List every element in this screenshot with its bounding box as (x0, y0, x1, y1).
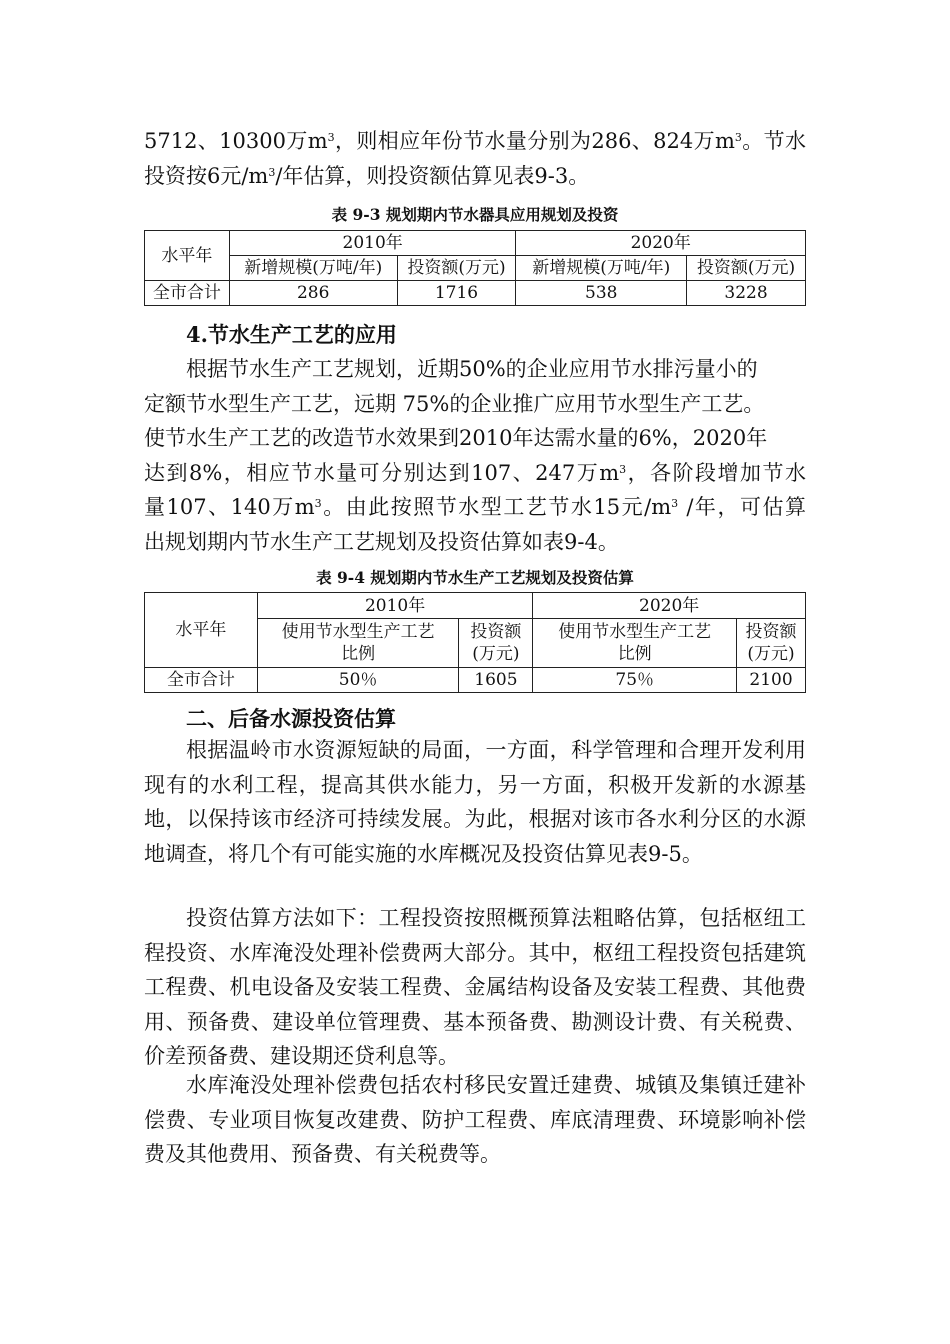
col-ratio-2020: 使用节水型生产工艺 比例 (533, 619, 737, 668)
row-header-cell: 水平年 (145, 231, 230, 281)
row-label: 全市合计 (145, 281, 230, 306)
intro-line-2: 投资按6元$/m^3/$年估算，则投资额估算见表9-3。 (144, 163, 590, 188)
table-cell: 75％ (533, 668, 737, 693)
superscript: 3 (268, 165, 276, 179)
line: 根据节水生产工艺规划，近期50%的企业应用节水排污量小的 (186, 357, 758, 381)
table-cell: 50％ (257, 668, 459, 693)
superscript: 3 (734, 131, 742, 144)
line: 量107、140万$m^3$。由此按照节水型工艺节水15元$/m^3$ /年，可估算 (144, 495, 806, 519)
col-invest-2010: 投资额(万元) (397, 256, 516, 281)
col-scale-2020: 新增规模(万吨/年) (516, 256, 687, 281)
year-2020-header: 2020年 (533, 593, 806, 619)
col-invest-2020: 投资额(万元) (687, 256, 806, 281)
line: 定额节水型生产工艺，远期 75%的企业推广应用节水型生产工艺。 (144, 391, 765, 416)
table-cell: 286 (229, 281, 397, 306)
intro-paragraph (144, 124, 806, 193)
year-2010-header: 2010年 (229, 231, 516, 256)
table-row (145, 668, 806, 693)
method-paragraph: 投资估算方法如下：工程投资按照概预算法粗略估算，包括枢纽工程投资、水库淹没处理补偿费两大部分。其中，枢纽工程投资包括建筑工程费、机电设备及安装工程费、金属结构设备及安装工程费、其他费用、预备费、建设单位管理费、基本预备费、勘测设计费、有关税费、价差预备费、建设期还贷利息等。 (144, 906, 806, 1068)
row-header-cell: 水平年 (145, 593, 258, 668)
superscript: 3 (314, 497, 322, 510)
superscript: 3 (619, 462, 627, 476)
superscript: 3 (327, 131, 335, 144)
table-row (145, 281, 806, 306)
col-ratio-2010: 使用节水型生产工艺 比例 (257, 619, 459, 668)
section-heading-backup: 二、后备水源投资估算 (186, 706, 396, 731)
table-9-3 (144, 230, 806, 306)
col-scale-2010: 新增规模(万吨/年) (229, 256, 397, 281)
compensation-paragraph: 水库淹没处理补偿费包括农村移民安置迁建费、城镇及集镇迁建补偿费、专业项目恢复改建费、防护工程费、库底清理费、环境影响补偿费及其他费用、预备费、有关税费等。 (144, 1073, 806, 1166)
line: 使节水生产工艺的改造节水效果到2010年达需水量的6%，2020年 (144, 426, 768, 450)
intro-line-1: 5712、10300万$m^3$，则相应年份节水量分别为286、824万$m^3$。节水 (144, 129, 806, 153)
backup-paragraph: 根据温岭市水资源短缺的局面，一方面，科学管理和合理开发利用现有的水利工程，提高其供水能力，另一方面，积极开发新的水源基地，以保持该市经济可持续发展。为此，根据对该市各水利分区的水源地调查，将几个有可能实施的水库概况及投资估算见表9-5。 (144, 738, 806, 866)
table-cell: 538 (516, 281, 687, 306)
table-9-4 (144, 592, 806, 693)
table-cell: 1605 (459, 668, 533, 693)
table-9-4-caption: 表 9-4 规划期内节水生产工艺规划及投资估算 (316, 568, 634, 587)
table-cell: 3228 (687, 281, 806, 306)
line: 出规划期内节水生产工艺规划及投资估算如表9-4。 (144, 529, 619, 554)
year-2020-header: 2020年 (516, 231, 806, 256)
section-heading-4: 4.节水生产工艺的应用 (186, 322, 397, 347)
col-invest-2010: 投资额 (万元) (459, 619, 533, 668)
line: 达到8%，相应节水量可分别达到107、247万$m^3$，各阶段增加节水 (144, 460, 806, 485)
table-9-3-caption: 表 9-3 规划期内节水器具应用规划及投资 (331, 205, 619, 224)
row-label: 全市合计 (145, 668, 258, 693)
process-paragraph (144, 352, 806, 559)
table-cell: 2100 (737, 668, 806, 693)
year-2010-header: 2010年 (257, 593, 533, 619)
col-invest-2020: 投资额 (万元) (737, 619, 806, 668)
table-cell: 1716 (397, 281, 516, 306)
superscript: 3 (671, 497, 679, 510)
